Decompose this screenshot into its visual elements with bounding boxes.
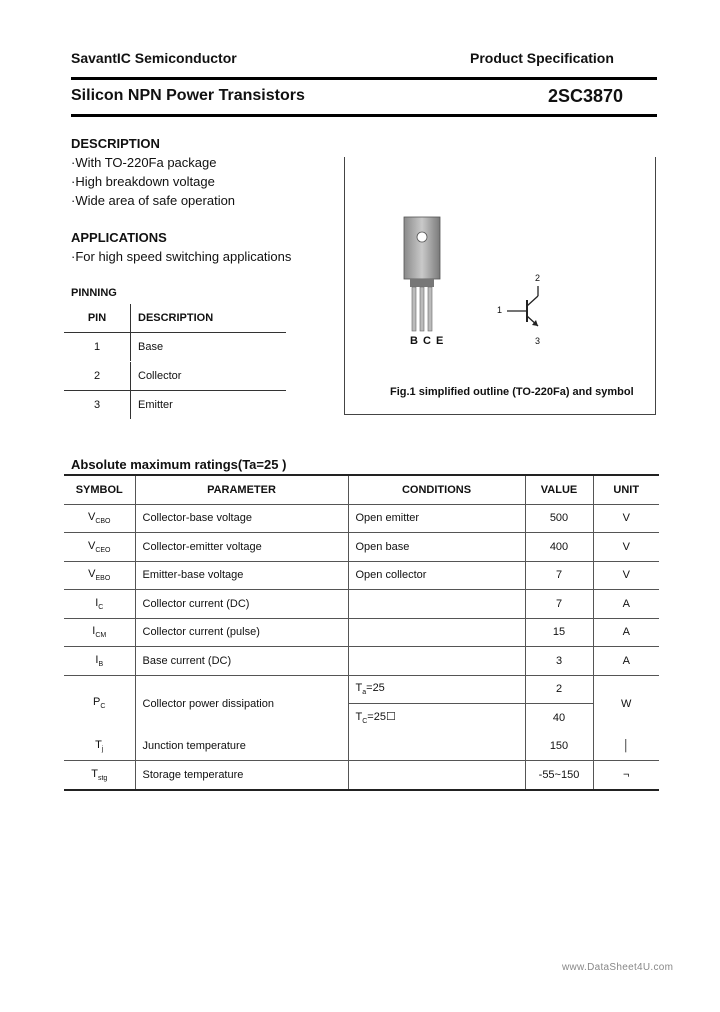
figure-caption: Fig.1 simplified outline (TO-220Fa) and symbol [390, 386, 634, 398]
value-cell: 3 [525, 647, 593, 676]
conditions-cell [348, 732, 525, 761]
applications-heading: APPLICATIONS [71, 230, 167, 245]
header-rule [71, 77, 657, 80]
npn-transistor-symbol-icon [505, 280, 555, 340]
part-number: 2SC3870 [548, 86, 624, 106]
parameter-cell: Junction temperature [135, 732, 348, 761]
symbol-cell: $T_{stg}$ [64, 761, 135, 790]
parameter-cell: Collector current (pulse) [135, 618, 348, 647]
table-row [64, 618, 659, 647]
unit-cell: A [593, 618, 659, 647]
table-row [64, 590, 659, 619]
unit-column-header: UNIT [593, 475, 659, 504]
unit-cell: V [593, 561, 659, 590]
pin-description: Emitter [131, 391, 287, 420]
parameter-cell: Collector-emitter voltage [135, 533, 348, 562]
conditions-cell [348, 618, 525, 647]
pin-number: 2 [64, 362, 131, 391]
table-row [64, 675, 659, 704]
table-row [64, 533, 659, 562]
conditions-column-header: CONDITIONS [348, 475, 525, 504]
symbol-cell: $I_C$ [64, 590, 135, 619]
conditions-cell: $T_a=25$ [348, 675, 525, 704]
pin2-label: 2 [535, 273, 541, 283]
to220fa-package-drawing [398, 215, 448, 335]
value-cell: 2 [525, 675, 593, 704]
value-cell: -55~150 [525, 761, 593, 790]
unit-cell: │ [593, 732, 659, 761]
pin-column-header: PIN [64, 304, 131, 333]
unit-cell: V [593, 504, 659, 533]
symbol-cell: $V_{CEO}$ [64, 533, 135, 562]
conditions-cell: Open base [348, 533, 525, 562]
value-cell: 150 [525, 732, 593, 761]
parameter-cell: Collector current (DC) [135, 590, 348, 619]
title-rule [71, 114, 657, 117]
pin-number: 1 [64, 333, 131, 362]
conditions-cell [348, 647, 525, 676]
conditions-cell [348, 761, 525, 790]
value-cell: 15 [525, 618, 593, 647]
symbol-column-header: SYMBOL [64, 475, 135, 504]
parameter-cell: Collector power dissipation [135, 675, 348, 732]
conditions-cell: $T_C=25☐$ [348, 704, 525, 733]
lead-labels: B C E [410, 335, 445, 347]
table-row [64, 732, 659, 761]
watermark: www.DataSheet4U.com [562, 962, 674, 973]
applications-item: ·For high speed switching applications [71, 249, 292, 264]
figure-box [344, 157, 656, 415]
symbol-cell: $V_{CBO}$ [64, 504, 135, 533]
description-column-header: DESCRIPTION [131, 304, 287, 333]
table-row [64, 761, 659, 790]
table-row [64, 647, 659, 676]
pin-number: 3 [64, 391, 131, 420]
table-row [64, 333, 286, 362]
pin3-label: 3 [535, 336, 541, 346]
conditions-cell: Open collector [348, 561, 525, 590]
symbol-cell: $P_C$ [64, 675, 135, 732]
description-item: ·Wide area of safe operation [71, 193, 236, 208]
description-item: ·High breakdown voltage [71, 174, 215, 189]
description-heading: DESCRIPTION [71, 136, 160, 151]
table-row [64, 362, 286, 391]
company-name: SavantIC Semiconductor [71, 50, 237, 66]
absolute-ratings-table [64, 474, 659, 791]
parameter-cell: Emitter-base voltage [135, 561, 348, 590]
ratings-heading: Absolute maximum ratings(Ta=25 ) [71, 457, 287, 472]
pinning-heading: PINNING [71, 287, 117, 299]
pin-description: Base [131, 333, 287, 362]
pin-description: Collector [131, 362, 287, 391]
value-cell: 400 [525, 533, 593, 562]
symbol-cell: $I_{CM}$ [64, 618, 135, 647]
document-type: Product Specification [470, 50, 614, 66]
unit-cell: ¬ [593, 761, 659, 790]
value-cell: 40 [525, 704, 593, 733]
symbol-cell: $I_B$ [64, 647, 135, 676]
description-item: ·With TO-220Fa package [71, 155, 217, 170]
table-row [64, 391, 286, 420]
parameter-column-header: PARAMETER [135, 475, 348, 504]
pinning-table [64, 304, 286, 420]
symbol-cell: $T_j$ [64, 732, 135, 761]
value-cell: 500 [525, 504, 593, 533]
table-row [64, 504, 659, 533]
conditions-cell [348, 590, 525, 619]
table-row [64, 561, 659, 590]
product-line: Silicon NPN Power Transistors [71, 87, 305, 104]
unit-cell: W [593, 675, 659, 732]
unit-cell: V [593, 533, 659, 562]
parameter-cell: Storage temperature [135, 761, 348, 790]
parameter-cell: Base current (DC) [135, 647, 348, 676]
value-cell: 7 [525, 590, 593, 619]
pin1-label: 1 [497, 305, 503, 315]
conditions-cell: Open emitter [348, 504, 525, 533]
parameter-cell: Collector-base voltage [135, 504, 348, 533]
unit-cell: A [593, 590, 659, 619]
symbol-cell: $V_{EBO}$ [64, 561, 135, 590]
value-cell: 7 [525, 561, 593, 590]
value-column-header: VALUE [525, 475, 593, 504]
unit-cell: A [593, 647, 659, 676]
